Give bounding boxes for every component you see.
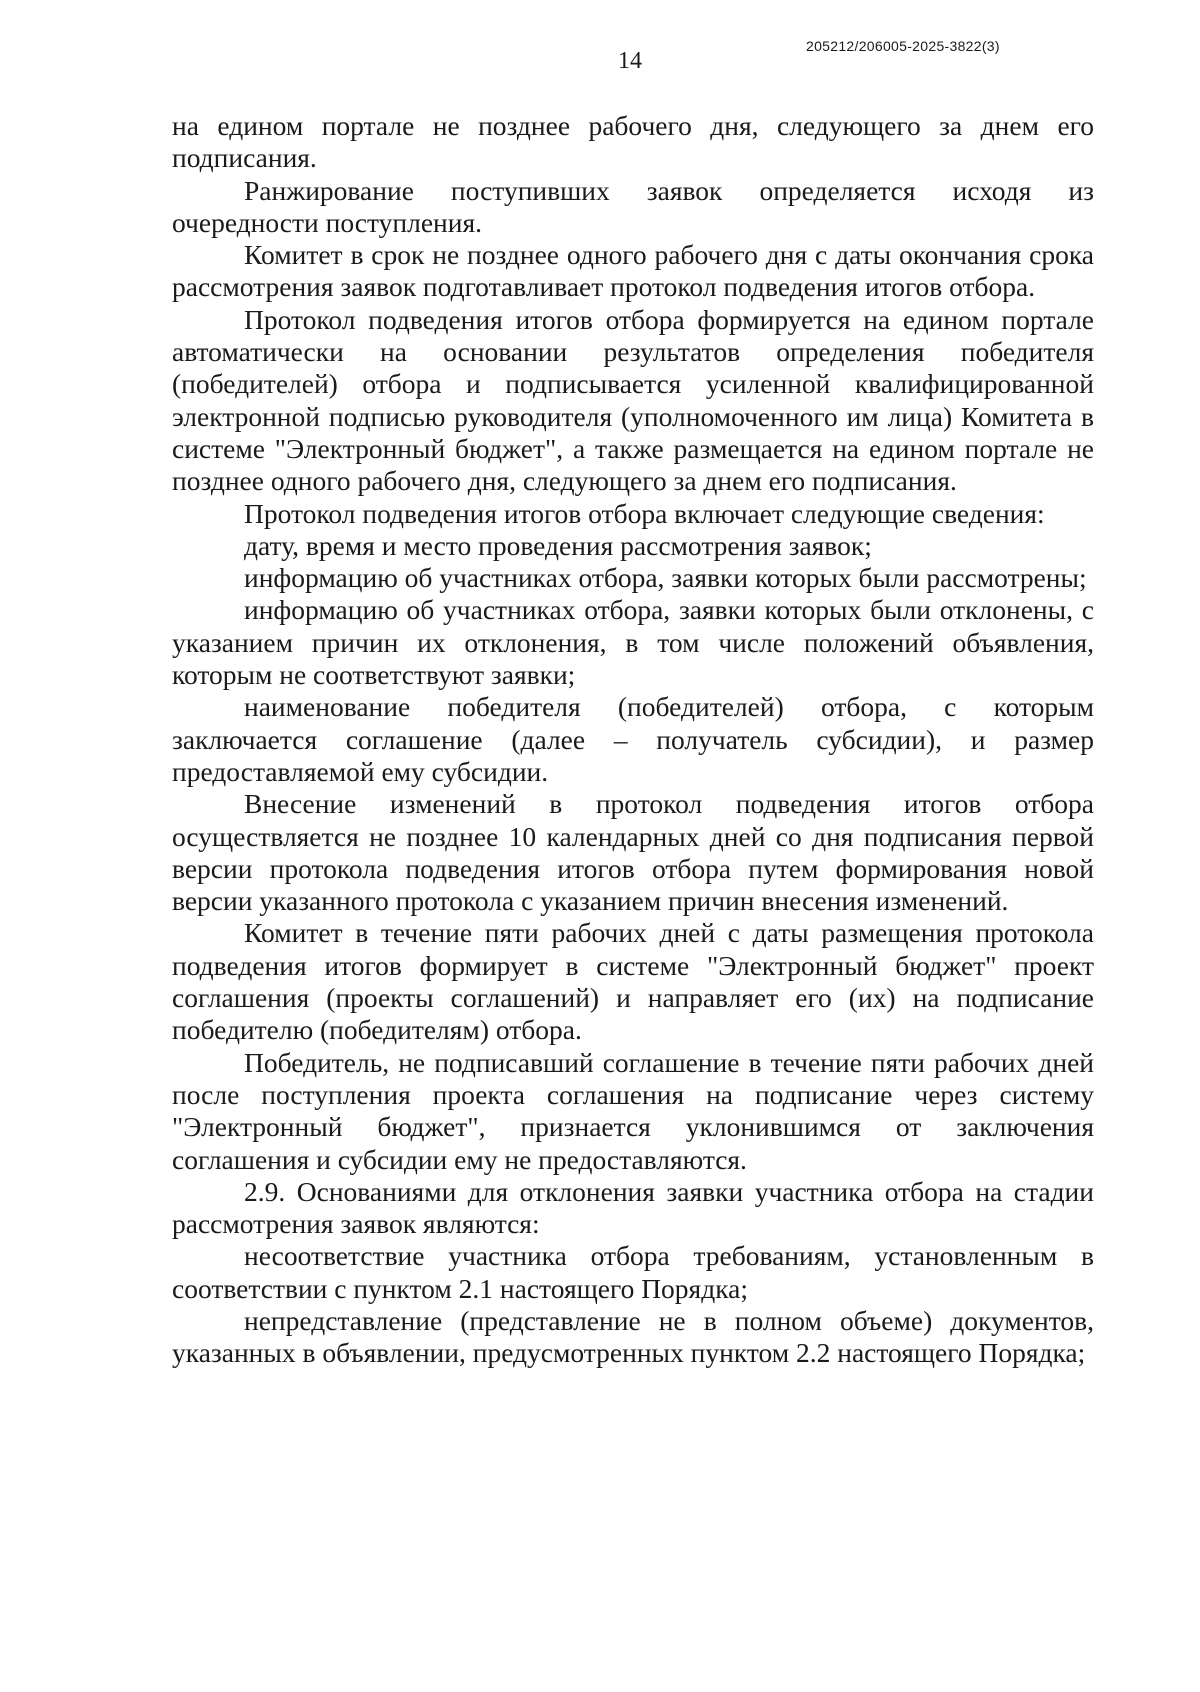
paragraph: Протокол подведения итогов отбора включает следующие сведения: bbox=[244, 497, 1045, 529]
document-body bbox=[172, 110, 1094, 1370]
document-id: 205212/206005-2025-3822(3) bbox=[806, 38, 1000, 54]
paragraph: Ранжирование поступивших заявок определяется исходя из очередности поступления. bbox=[172, 174, 1094, 238]
paragraph: непредставление (представление не в полном объеме) документов, указанных в объявлении, предусмотренных пунктом 2.2 настоящего Порядка; bbox=[172, 1304, 1094, 1369]
paragraph: Протокол подведения итогов отбора формируется на едином портале автоматически на основании результатов определения победителя (победителей) отбора и подписывается усиленной квалифицированной электронной подписью руководителя (уполномоченного им лица) Комитета в системе "Электронный бюджет", а также размещается на едином портале не позднее одного рабочего дня, следующего за днем его подписания. bbox=[172, 303, 1094, 497]
page-number: 14 bbox=[618, 48, 642, 74]
paragraph: информацию об участниках отбора, заявки которых были отклонены, с указанием причин их отклонения, в том числе положений объявления, которым не соответствуют заявки; bbox=[172, 594, 1094, 691]
paragraph: дату, время и место проведения рассмотрения заявок; bbox=[244, 529, 872, 561]
paragraph: 2.9. Основаниями для отклонения заявки участника отбора на стадии рассмотрения заявок являются: bbox=[172, 1175, 1094, 1240]
paragraph: Внесение изменений в протокол подведения итогов отбора осуществляется не позднее 10 календарных дней со дня подписания первой версии протокола подведения итогов отбора путем формирования новой версии указанного протокола с указанием причин внесения изменений. bbox=[172, 788, 1094, 917]
paragraph: Победитель, не подписавший соглашение в течение пяти рабочих дней после поступления проекта соглашения на подписание через систему "Электронный бюджет", признается уклонившимся от заключения соглашения и субсидии ему не предоставляются. bbox=[172, 1046, 1094, 1175]
paragraph: несоответствие участника отбора требованиям, установленным в соответствии с пунктом 2.1 настоящего Порядка; bbox=[172, 1240, 1094, 1304]
paragraph: на едином портале не позднее рабочего дня, следующего за днем его подписания. bbox=[172, 110, 1094, 174]
paragraph: Комитет в течение пяти рабочих дней с даты размещения протокола подведения итогов формирует в системе "Электронный бюджет" проект соглашения (проекты соглашений) и направляет его (их) на подписание победителю (победителям) отбора. bbox=[172, 917, 1094, 1046]
paragraph: Комитет в срок не позднее одного рабочего дня с даты окончания срока рассмотрения заявок подготавливает протокол подведения итогов отбора. bbox=[172, 239, 1094, 303]
paragraph: наименование победителя (победителей) отбора, с которым заключается соглашение (далее – получатель субсидии), и размер предоставляемой ему субсидии. bbox=[172, 691, 1094, 787]
paragraph: информацию об участниках отбора, заявки которых были рассмотрены; bbox=[244, 562, 1087, 594]
